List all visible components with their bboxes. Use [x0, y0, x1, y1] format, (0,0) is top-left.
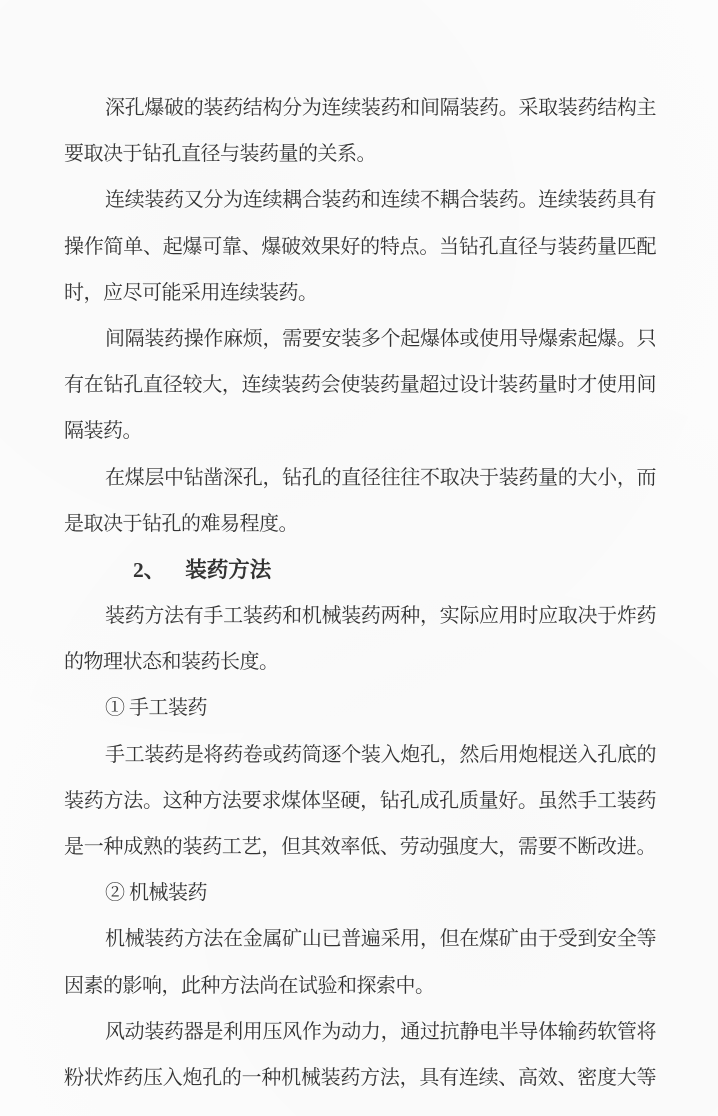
document-line: 是一种成熟的装药工艺，但其效率低、劳动强度大，需要不断改进。	[64, 836, 656, 858]
document-line: 机械装药方法在金属矿山已普遍采用，但在煤矿由于受到安全等	[105, 928, 656, 951]
document-line: 时，应尽可能采用连续装药。	[64, 281, 318, 304]
list-item-heading: ① 手工装药	[105, 697, 207, 720]
section-heading	[64, 547, 656, 593]
document-line: 是取决于钻孔的难易程度。	[64, 512, 298, 535]
document-line: 间隔装药操作麻烦，需要安装多个起爆体或使用导爆索起爆。只	[105, 327, 656, 350]
document-line: 装药方法有手工装药和机械装药两种，实际应用时应取决于炸药	[105, 605, 656, 628]
paragraph	[64, 593, 656, 685]
document-line: 因素的影响，此种方法尚在试验和探索中。	[64, 974, 435, 997]
document-line: 要取决于钻孔直径与装药量的关系。	[64, 143, 376, 166]
document-line: 风动装药器是利用压风作为动力，通过抗静电半导体输药软管将	[105, 1020, 656, 1043]
section-heading-title: 装药方法	[185, 557, 272, 582]
paragraph	[64, 455, 656, 547]
document-line: 有在钻孔直径较大，连续装药会使装药量超过设计装药量时才使用间	[64, 374, 656, 397]
section-heading-number: 2、	[133, 557, 166, 582]
document-line: 隔装药。	[64, 420, 142, 443]
document-line: 连续装药又分为连续耦合装药和连续不耦合装药。连续装药具有	[105, 189, 656, 212]
document-line: 的物理状态和装药长度。	[64, 651, 279, 674]
document-line: 操作简单、起爆可靠、爆破效果好的特点。当钻孔直径与装药量匹配	[64, 235, 656, 258]
document-line: 深孔爆破的装药结构分为连续装药和间隔装药。采取装药结构主	[105, 97, 656, 119]
document-line: 手工装药是将药卷或药筒逐个装入炮孔，然后用炮棍送入孔底的	[105, 743, 656, 766]
paragraph	[64, 1009, 656, 1101]
document-line: 装药方法。这种方法要求煤体坚硬，钻孔成孔质量好。虽然手工装药	[64, 789, 656, 812]
paragraph	[64, 732, 656, 871]
paragraph	[64, 85, 656, 177]
document-line: 粉状炸药压入炮孔的一种机械装药方法，具有连续、高效、密度大等	[64, 1066, 656, 1089]
document-line: 在煤层中钻凿深孔，钻孔的直径往往不取决于装药量的大小，而	[105, 466, 656, 489]
paragraph	[64, 316, 656, 455]
list-item-heading: ② 机械装药	[105, 882, 207, 905]
paragraph	[64, 916, 656, 1008]
paragraph	[64, 177, 656, 316]
